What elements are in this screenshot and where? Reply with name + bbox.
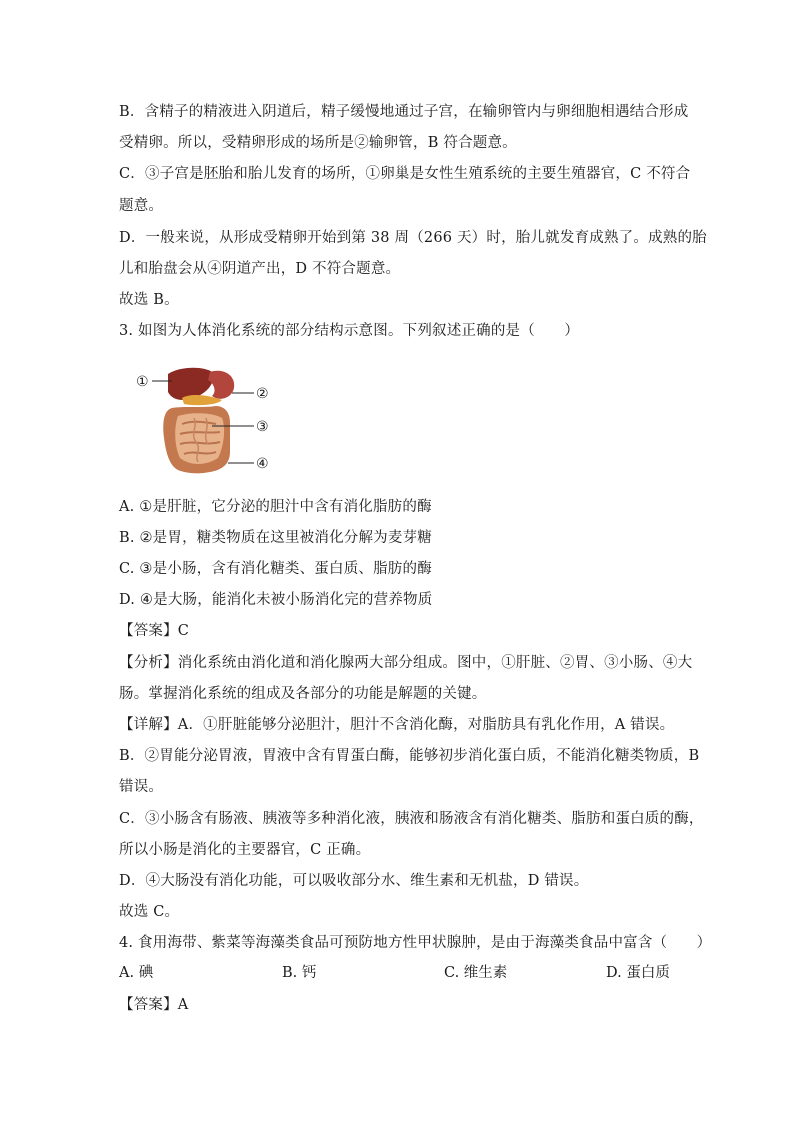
answer-line: 【答案】A [119,997,189,1013]
liver-shape [168,368,213,400]
analysis-line: 肠。掌握消化系统的组成及各部分的功能是解题的关键。 [119,686,487,702]
q4-option-b: B. 钙 [282,965,317,981]
text-line: 儿和胎盘会从④阴道产出，D 不符合题意。 [119,261,401,277]
explanation-line: 错误。 [119,779,164,795]
text-line: B．含精子的精液进入阴道后，精子缓慢地通过子宫，在输卵管内与卵细胞相遇结合形成 [119,104,689,120]
q4-option-c: C. 维生素 [444,965,508,981]
option-a: A. ①是肝脏，它分泌的胆汁中含有消化脂肪的酶 [119,499,432,515]
text-line: 题意。 [119,198,164,214]
explanation-line: 所以小肠是消化的主要器官，C 正确。 [119,842,371,858]
question-4-stem: 4. 食用海带、紫菜等海藻类食品可预防地方性甲状腺肿，是由于海藻类食品中富含（ ） [119,935,712,951]
text-line: C．③子宫是胚胎和胎儿发育的场所，①卵巢是女性生殖系统的主要生殖器官，C 不符合 [119,166,691,182]
label-2: ② [256,386,269,402]
digestive-system-diagram [132,362,282,480]
stomach-shape [208,371,234,399]
explanation-line: C．③小肠含有肠液、胰液等多种消化液，胰液和肠液含有消化糖类、脂肪和蛋白质的酶， [119,811,704,827]
text-line: D．一般来说，从形成受精卵开始到第 38 周（266 天）时，胎儿就发育成熟了。成熟的胎 [119,230,707,246]
explanation-line: 【详解】A．①肝脏能够分泌胆汁，胆汁不含消化酶，对脂肪具有乳化作用，A 错误。 [119,717,675,733]
explanation-line: D．④大肠没有消化功能，可以吸收部分水、维生素和无机盐，D 错误。 [119,873,589,889]
text-line: 受精卵。所以，受精卵形成的场所是②输卵管，B 符合题意。 [119,135,517,151]
option-d: D. ④是大肠，能消化未被小肠消化完的营养物质 [119,592,433,608]
answer-line: 【答案】C [119,623,190,639]
label-1: ① [136,374,149,390]
q4-option-a: A. 碘 [119,965,154,981]
option-b: B. ②是胃，糖类物质在这里被消化分解为麦芽糖 [119,530,432,546]
text-line: 故选 B。 [119,292,179,308]
question-3-stem: 3. 如图为人体消化系统的部分结构示意图。下列叙述正确的是（ ） [119,323,580,339]
explanation-line: B．②胃能分泌胃液，胃液中含有胃蛋白酶，能够初步消化蛋白质，不能消化糖类物质，B [119,748,700,764]
analysis-line: 【分析】消化系统由消化道和消化腺两大部分组成。图中，①肝脏、②胃、③小肠、④大 [119,655,693,671]
option-c: C. ③是小肠，含有消化糖类、蛋白质、脂肪的酶 [119,561,432,577]
label-3: ③ [256,419,269,435]
label-4: ④ [256,456,269,472]
text-line: 故选 C。 [119,904,180,920]
q4-option-d: D. 蛋白质 [606,965,670,981]
